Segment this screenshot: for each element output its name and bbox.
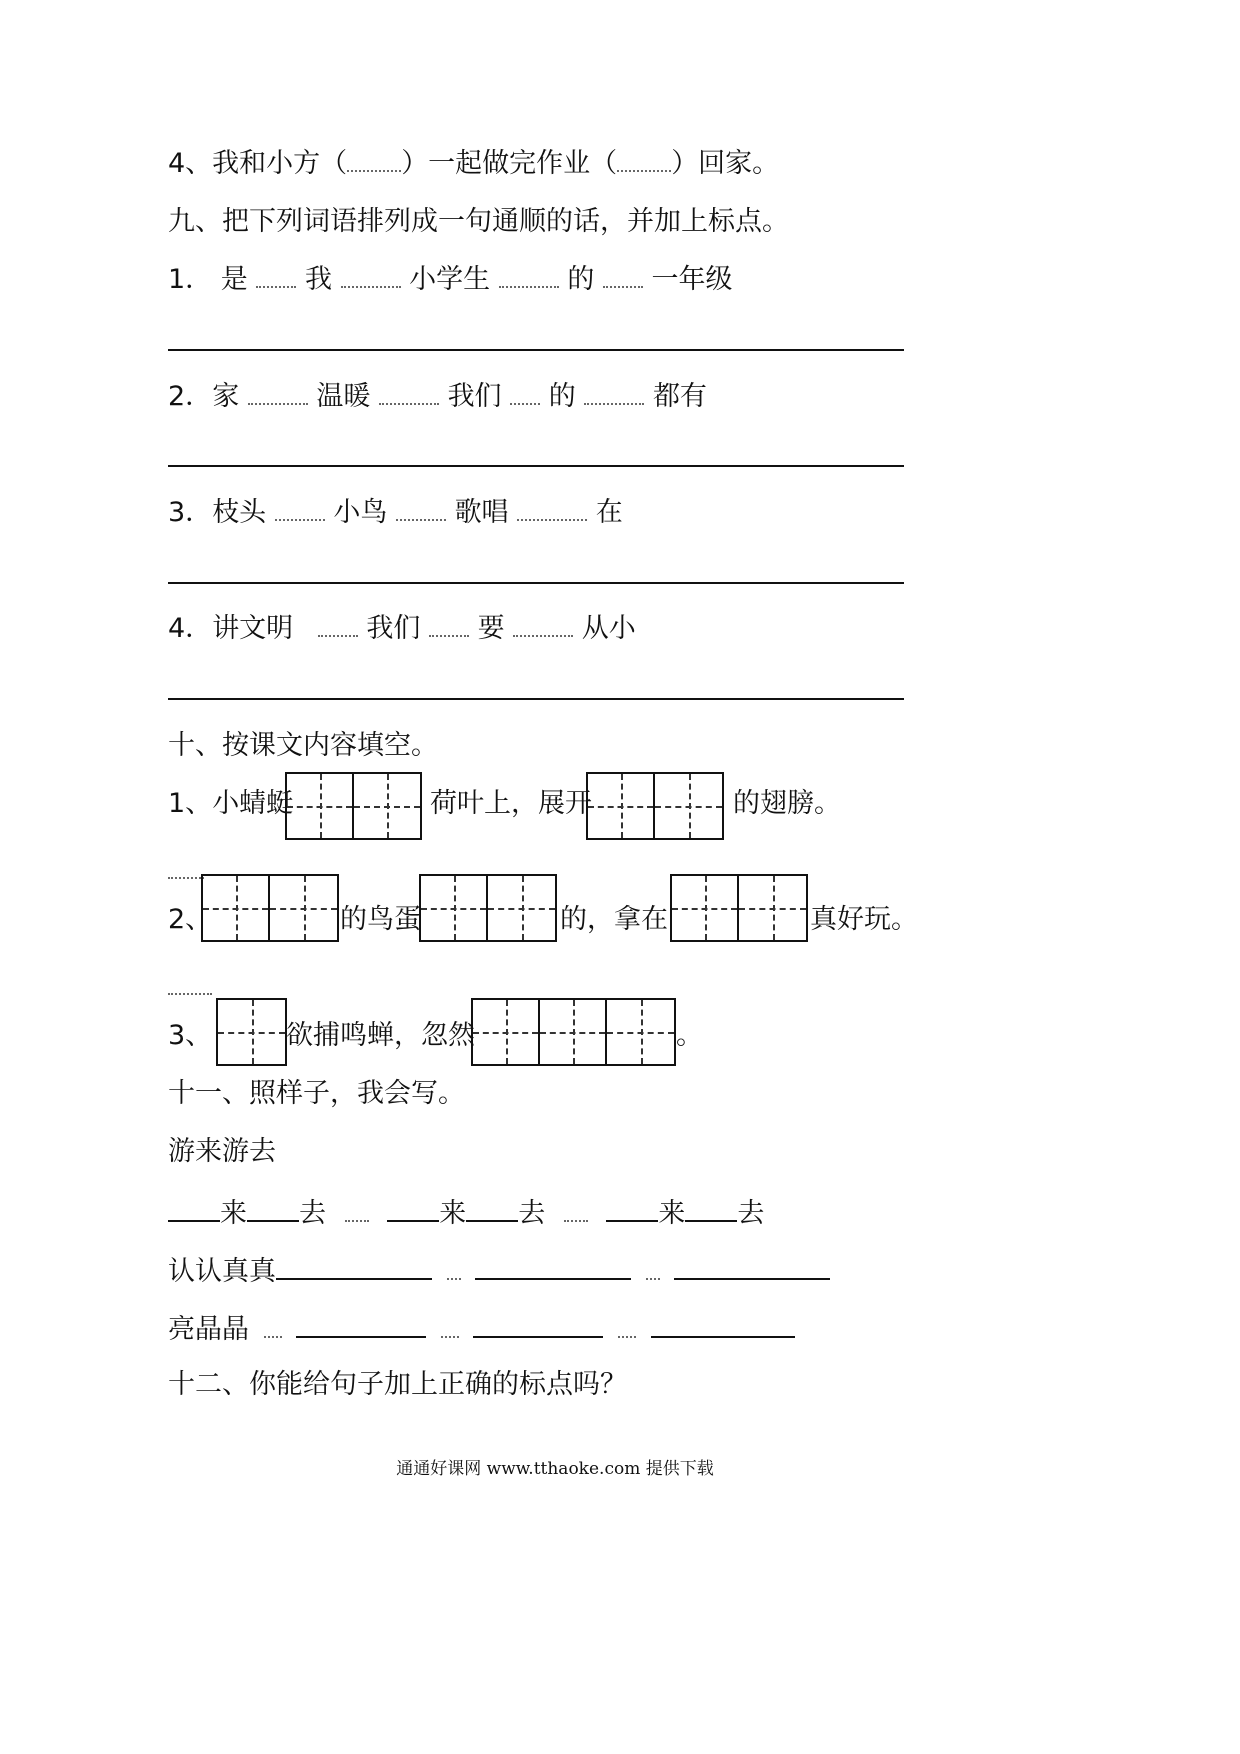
pattern-row <box>168 1194 764 1230</box>
q2-number: 2、 <box>168 904 213 935</box>
section-9-title: 九、把下列词语排列成一句通顺的话，并加上标点。 <box>168 206 789 237</box>
char-cell[interactable] <box>203 876 270 940</box>
section-11-title: 十一、照样子，我会写。 <box>168 1078 465 1109</box>
blank[interactable] <box>473 1310 603 1338</box>
char-lai: 来 <box>658 1198 686 1229</box>
char-cell[interactable] <box>672 876 739 940</box>
word: 亮晶晶 <box>168 1314 249 1345</box>
word: 从小 <box>581 613 636 644</box>
q1-mid: 荷叶上，展开 <box>430 788 592 819</box>
word: 要 <box>477 613 505 644</box>
q4-sentence <box>168 148 779 180</box>
char-cell[interactable] <box>270 876 337 940</box>
answer-line-1[interactable] <box>168 349 904 351</box>
q4-prefix: 4、我和小方（ <box>168 148 348 179</box>
word: 我 <box>304 264 332 295</box>
dotted-filler <box>168 873 204 879</box>
tianzige-q1-a[interactable] <box>285 772 422 840</box>
word-gap <box>248 399 308 405</box>
word: 是 <box>220 264 248 295</box>
blank[interactable] <box>651 1310 795 1338</box>
word-gap <box>517 515 587 521</box>
dotted-gap <box>264 1332 282 1338</box>
section-12-title: 十二、你能给句子加上正确的标点吗？ <box>168 1369 627 1400</box>
char-cell[interactable] <box>218 1000 285 1064</box>
tianzige-q2-c[interactable] <box>670 874 808 942</box>
char-qu: 去 <box>518 1198 546 1229</box>
word: 我们 <box>366 613 421 644</box>
q4-mid: ）一起做完作业（ <box>401 148 618 179</box>
word: 小学生 <box>409 264 491 295</box>
dotted-gap <box>646 1274 660 1280</box>
sec9-item-1 <box>168 264 733 296</box>
row-renren <box>168 1252 830 1288</box>
blank[interactable] <box>247 1194 299 1222</box>
word: 的 <box>567 264 595 295</box>
word-gap <box>603 282 643 288</box>
q-number: 1、 <box>168 788 213 819</box>
answer-line-2[interactable] <box>168 465 904 467</box>
blank[interactable] <box>475 1252 631 1280</box>
q4-blank-1[interactable] <box>347 166 401 172</box>
word-gap <box>256 282 296 288</box>
word-gap <box>513 631 573 637</box>
char-qu: 去 <box>737 1198 765 1229</box>
char-cell[interactable] <box>287 774 354 838</box>
q-text: 小蜻蜓 <box>212 788 294 819</box>
q2-text-2: 的，拿在 <box>560 904 668 935</box>
word-gap <box>341 282 401 288</box>
word-gap <box>429 631 469 637</box>
char-cell[interactable] <box>655 774 722 838</box>
blank[interactable] <box>296 1310 426 1338</box>
q3-text-1: 欲捕鸣蝉，忽然 <box>286 1020 475 1051</box>
q2-text-3: 真好玩。 <box>810 904 918 935</box>
sec9-item-2 <box>168 381 707 413</box>
q4-blank-2[interactable] <box>617 166 671 172</box>
q3-text-2: 。 <box>676 1020 703 1051</box>
blank[interactable] <box>466 1194 518 1222</box>
word-gap <box>510 399 540 405</box>
tianzige-q3-b[interactable] <box>471 998 676 1066</box>
word: 歌唱 <box>454 497 509 528</box>
word: 一年级 <box>651 264 733 295</box>
word: 小鸟 <box>333 497 388 528</box>
answer-line-4[interactable] <box>168 698 904 700</box>
blank[interactable] <box>674 1252 830 1280</box>
dotted-gap <box>447 1274 461 1280</box>
sec9-item-3 <box>168 497 623 529</box>
word-gap <box>318 631 358 637</box>
char-qu: 去 <box>299 1198 326 1229</box>
word: 温暖 <box>316 381 371 412</box>
footer-credit: 通通好课网 www.tthaoke.com 提供下载 <box>396 1459 714 1479</box>
q2-text-1: 的鸟蛋 <box>340 904 421 935</box>
blank[interactable] <box>387 1194 439 1222</box>
word-gap <box>499 282 559 288</box>
word-gap <box>379 399 439 405</box>
dotted-gap <box>441 1332 459 1338</box>
item-number: 1． <box>168 264 213 295</box>
tianzige-q1-b[interactable] <box>586 772 724 840</box>
word: 枝头 <box>212 497 267 528</box>
dotted-gap <box>345 1216 369 1222</box>
section-10-title: 十、按课文内容填空。 <box>168 730 438 761</box>
char-cell[interactable] <box>739 876 806 940</box>
word-gap <box>584 399 644 405</box>
dotted-gap <box>618 1332 636 1338</box>
blank[interactable] <box>606 1194 658 1222</box>
word: 都有 <box>652 381 707 412</box>
word: 认认真真 <box>168 1256 276 1287</box>
example-word: 游来游去 <box>168 1136 276 1167</box>
word: 家 <box>212 381 240 412</box>
q1-suffix: 的翅膀。 <box>733 788 841 819</box>
word: 的 <box>548 381 576 412</box>
q1-prefix <box>168 788 293 820</box>
item-number: 2． <box>168 381 213 412</box>
blank[interactable] <box>685 1194 737 1222</box>
blank[interactable] <box>276 1252 432 1280</box>
tianzige-q2-a[interactable] <box>201 874 339 942</box>
word: 我们 <box>447 381 502 412</box>
char-cell[interactable] <box>540 1000 607 1064</box>
word-gap <box>396 515 446 521</box>
dotted-gap <box>564 1216 588 1222</box>
char-cell[interactable] <box>354 774 420 838</box>
char-lai: 来 <box>220 1198 247 1229</box>
word: 在 <box>595 497 623 528</box>
tianzige-q2-b[interactable] <box>419 874 557 942</box>
word-gap <box>275 515 325 521</box>
item-number: 4． <box>168 613 213 644</box>
char-cell[interactable] <box>488 876 555 940</box>
dotted-filler <box>168 989 212 995</box>
char-lai: 来 <box>439 1198 467 1229</box>
q3-number: 3、 <box>168 1020 213 1051</box>
char-cell[interactable] <box>421 876 488 940</box>
tianzige-q3-a[interactable] <box>216 998 287 1066</box>
char-cell[interactable] <box>607 1000 674 1064</box>
item-number: 3． <box>168 497 213 528</box>
word: 讲文明 <box>212 613 294 644</box>
sec9-item-4 <box>168 613 636 645</box>
char-cell[interactable] <box>588 774 655 838</box>
char-cell[interactable] <box>473 1000 540 1064</box>
row-liangjingjing <box>168 1310 795 1346</box>
answer-line-3[interactable] <box>168 582 904 584</box>
q4-suffix: ）回家。 <box>671 148 780 179</box>
blank[interactable] <box>168 1194 220 1222</box>
